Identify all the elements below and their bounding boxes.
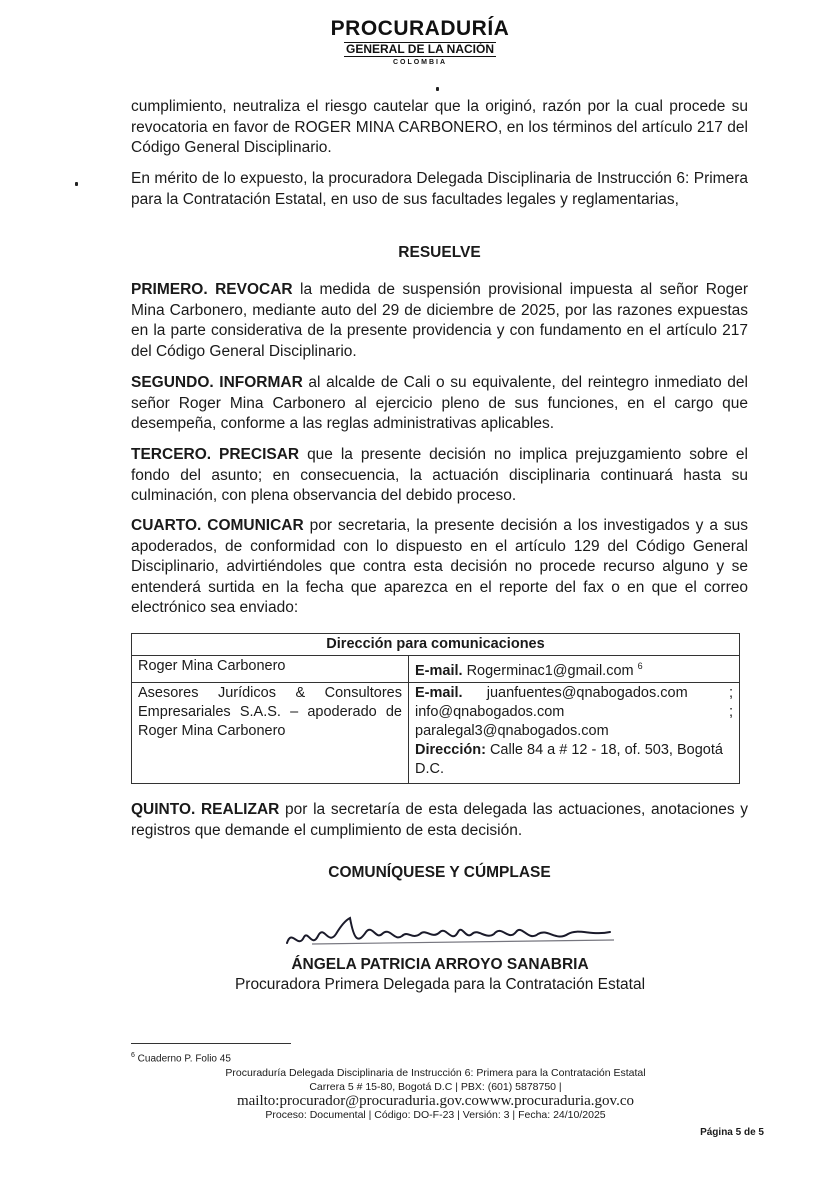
handwritten-signature — [282, 910, 622, 960]
scan-mark — [75, 182, 78, 186]
resolution-primero — [131, 280, 748, 362]
footnote-divider — [131, 1043, 291, 1044]
resolution-cuarto — [131, 516, 748, 619]
resolution-text: por secretaria, la presente decisión a los investigados y a sus apoderados, de conformidad con lo dispuesto en el artículo 129 del Código General Disciplinario, advirtiéndoles que contra esta decisión no procede recurso alguno y se entenderá surtida en la fecha que aparezca en el reporte del fax o en que el correo electrónico sea enviado: — [131, 517, 748, 616]
footer-contact-link[interactable]: mailto:procurador@procuraduria.gov.cowww.procuraduria.gov.co — [236, 1093, 634, 1109]
footnote — [131, 1052, 231, 1064]
table-header-row — [132, 634, 740, 656]
institution-logo — [0, 18, 840, 68]
footer — [131, 1066, 740, 1122]
email-value: paralegal3@qnabogados.com — [415, 722, 609, 739]
resolution-segundo — [131, 373, 748, 435]
signatory-block — [200, 955, 680, 995]
signature-drawing — [282, 910, 622, 960]
signatory-name: ÁNGELA PATRICIA ARROYO SANABRIA — [291, 956, 589, 973]
table-row — [132, 682, 740, 783]
paragraph-text: En mérito de lo expuesto, la procuradora Delegada Disciplinaria de Instrucción 6: Primera para la Contratación Estatal, en uso de sus facultades legales y reglamentarias, — [131, 170, 748, 208]
paragraph-intro — [131, 97, 748, 159]
resolution-text: al alcalde de Cali o su equivalente, del reintegro inmediato del señor Roger Mina Carbonero al ejercicio pleno de sus funciones, en el cargo que desempeña, conforme a las reglas administrativas aplicables. — [131, 374, 748, 432]
resolution-tercero — [131, 445, 748, 507]
footnote-number: 6 — [131, 1052, 135, 1059]
communications-table — [131, 633, 740, 784]
recipient-contact — [409, 656, 740, 683]
recipient-name: Asesores Jurídicos & Consultores Empresariales S.A.S. – apoderado de Roger Mina Carbonero — [132, 682, 409, 783]
recipient-contact — [409, 682, 740, 783]
email-value: Rogerminac1@gmail.com — [462, 662, 634, 679]
closing-statement: COMUNÍQUESE Y CÚMPLASE — [328, 864, 551, 881]
resolution-text: la medida de suspensión provisional impuesta al señor Roger Mina Carbonero, mediante auto del 29 de diciembre de 2025, por las razones expuestas en la parte considerativa de la presente providencia y con fundamento en el artículo 217 del Código General Disciplinario. — [131, 281, 748, 360]
address-label: Dirección: — [415, 741, 486, 758]
email-label: E-mail. — [415, 684, 463, 701]
logo-country: COLOMBIA — [392, 59, 448, 66]
recipient-name: Roger Mina Carbonero — [132, 656, 409, 683]
resolution-label: TERCERO. PRECISAR — [131, 446, 300, 463]
section-title-resuelve: RESUELVE — [398, 244, 481, 261]
paragraph-text: cumplimiento, neutraliza el riesgo cautelar que la originó, razón por la cual procede su revocatoria en favor de ROGER MINA CARBONERO, en los términos del artículo 217 del Código General Disciplinario. — [131, 98, 748, 156]
footnote-ref: 6 — [637, 661, 643, 671]
email-value: juanfuentes@qnabogados.com — [486, 684, 688, 701]
resolution-label: CUARTO. COMUNICAR — [131, 517, 304, 534]
address-value: Calle 84 a # 12 - 18, of. 503, Bogotá D.C. — [415, 741, 723, 777]
signatory-role: Procuradora Primera Delegada para la Contratación Estatal — [234, 976, 646, 993]
email-line — [415, 703, 733, 722]
scan-mark — [436, 87, 439, 91]
page-number: Página 5 de 5 — [700, 1127, 764, 1138]
table-header: Dirección para comunicaciones — [132, 634, 740, 656]
table-row — [132, 656, 740, 683]
separator: ; — [728, 703, 733, 720]
email-line — [415, 684, 733, 703]
footer-address: Carrera 5 # 15-80, Bogotá D.C | PBX: (601) 5878750 | — [309, 1081, 562, 1093]
separator: ; — [728, 684, 733, 701]
resolution-label: SEGUNDO. INFORMAR — [131, 374, 303, 391]
paragraph-merito — [131, 169, 748, 210]
footnote-text: Cuaderno P. Folio 45 — [134, 1053, 231, 1065]
logo-subtitle: GENERAL DE LA NACIÓN — [345, 42, 494, 56]
resolution-text: por la secretaría de esta delegada las actuaciones, anotaciones y registros que demande el cumplimiento de esta decisión. — [131, 801, 748, 839]
email-label: E-mail. — [415, 662, 463, 679]
logo-title: PROCURADURÍA — [330, 17, 510, 40]
footer-office: Procuraduría Delegada Disciplinaria de Instrucción 6: Primera para la Contratación Estatal — [225, 1067, 646, 1079]
resolution-quinto — [131, 800, 748, 841]
email-value: info@qnabogados.com — [415, 703, 565, 720]
address-line — [415, 741, 733, 779]
footer-process: Proceso: Documental | Código: DO-F-23 | Versión: 3 | Fecha: 24/10/2025 — [265, 1109, 606, 1121]
resolution-label: QUINTO. REALIZAR — [131, 801, 280, 818]
resolution-label: PRIMERO. REVOCAR — [131, 281, 293, 298]
resolution-text: que la presente decisión no implica prejuzgamiento sobre el fondo del asunto; en consecuencia, la actuación disciplinaria continuará hasta su culminación, con plena observancia del debido proceso. — [131, 446, 748, 504]
